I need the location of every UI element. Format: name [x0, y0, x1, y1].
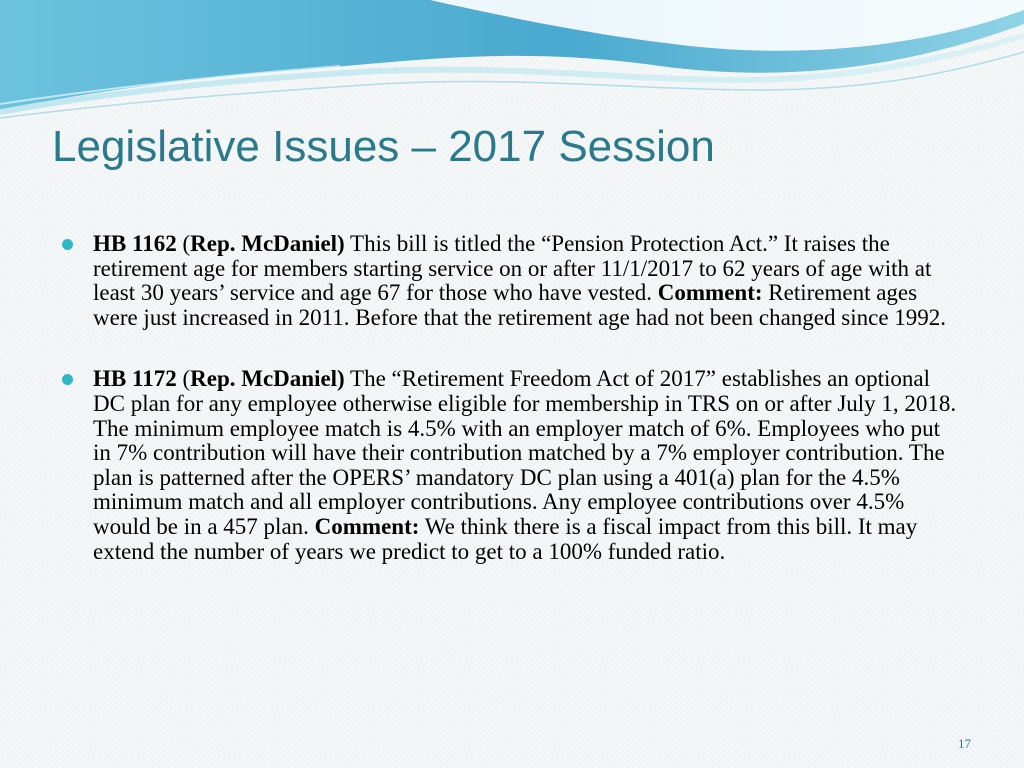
comment-text: We think there is a fiscal impact from this bill. It may extend the number of years we predict to get to a 100% funded ratio. — [93, 513, 918, 564]
slide-title: Legislative Issues – 2017 Session — [52, 122, 715, 171]
paren-open: ( — [176, 231, 191, 256]
bill-description: This bill is titled the “Pension Protection Act.” It raises the retirement age for members starting service on or after 11/1/2017 to 62 years of age with at least 30 years’ service and age 67 for those who have vested. — [93, 231, 932, 306]
bill-description: The “Retirement Freedom Act of 2017” establishes an optional DC plan for any employee otherwise eligible for membership in TRS on or after July 1, 2018. The minimum employee match is 4.5% with an employer match of 6%. Employees who put in 7% contribution will have their contribution matched by a 7% employer contribution. The plan is patterned after the OPERS’ mandatory DC plan using a 401(a) plan for the 4.5% minimum match and all employer contributions. Any employee contributions over 4.5% would be in a 457 plan. — [93, 366, 957, 539]
header-wave-decoration — [0, 0, 1024, 130]
page-number: 17 — [958, 736, 971, 751]
comment-label: Comment: — [657, 280, 763, 306]
bullet-dot-icon — [62, 374, 73, 385]
bullet-list — [60, 232, 960, 564]
comment-text: Retirement ages were just increased in 2011. Before that the retirement age had not been changed since 1992. — [93, 280, 947, 330]
bill-number: HB 1172 — [93, 366, 177, 392]
bullet-item — [60, 232, 960, 330]
bill-number: HB 1162 — [93, 231, 177, 256]
comment-label: Comment: — [314, 513, 420, 539]
bill-sponsor: Rep. McDaniel) — [190, 231, 345, 256]
bill-sponsor: Rep. McDaniel) — [190, 366, 345, 392]
bullet-item — [60, 367, 960, 564]
paren-open: ( — [176, 366, 191, 392]
bullet-dot-icon — [62, 239, 73, 250]
